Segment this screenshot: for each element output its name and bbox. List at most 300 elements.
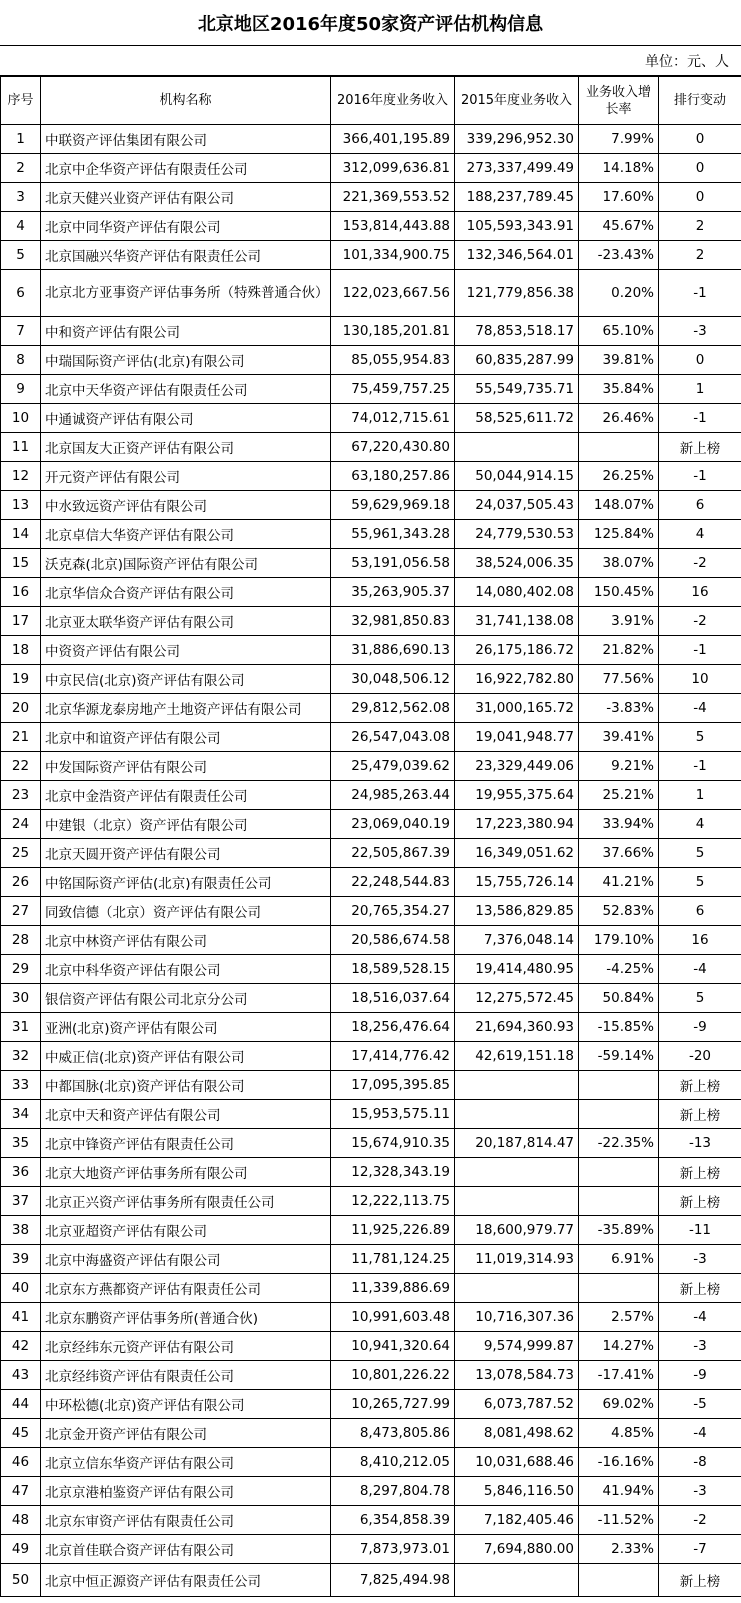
header-revenue-2015: 2015年度业务收入 [455, 77, 579, 125]
cell-revenue-2016: 35,263,905.37 [331, 578, 455, 607]
cell-name: 北京华源龙泰房地产土地资产评估有限公司 [41, 694, 331, 723]
cell-growth: -17.41% [579, 1361, 659, 1390]
cell-revenue-2015: 121,779,856.38 [455, 270, 579, 317]
cell-name: 中铭国际资产评估(北京)有限责任公司 [41, 868, 331, 897]
cell-name: 沃克森(北京)国际资产评估有限公司 [41, 549, 331, 578]
cell-revenue-2016: 18,516,037.64 [331, 984, 455, 1013]
cell-name: 中环松德(北京)资产评估有限公司 [41, 1390, 331, 1419]
cell-name: 中发国际资产评估有限公司 [41, 752, 331, 781]
cell-index: 2 [1, 154, 41, 183]
cell-revenue-2016: 18,589,528.15 [331, 955, 455, 984]
cell-name: 同致信德（北京）资产评估有限公司 [41, 897, 331, 926]
table-row [1, 1071, 741, 1100]
cell-revenue-2016: 24,985,263.44 [331, 781, 455, 810]
table-row [1, 154, 741, 183]
cell-growth: 39.81% [579, 346, 659, 375]
table-row [1, 183, 741, 212]
cell-rank-change: 新上榜 [659, 1071, 741, 1100]
cell-growth: 26.25% [579, 462, 659, 491]
cell-rank-change: -9 [659, 1361, 741, 1390]
cell-revenue-2015: 20,187,814.47 [455, 1129, 579, 1158]
cell-rank-change: 4 [659, 810, 741, 839]
cell-revenue-2016: 31,886,690.13 [331, 636, 455, 665]
cell-revenue-2016: 130,185,201.81 [331, 317, 455, 346]
cell-rank-change: -4 [659, 1303, 741, 1332]
cell-name: 北京东鹏资产评估事务所(普通合伙) [41, 1303, 331, 1332]
cell-rank-change: -9 [659, 1013, 741, 1042]
cell-index: 35 [1, 1129, 41, 1158]
cell-name: 北京经纬东元资产评估有限公司 [41, 1332, 331, 1361]
cell-name: 北京东审资产评估有限责任公司 [41, 1506, 331, 1535]
table-row [1, 578, 741, 607]
cell-name: 北京中金浩资产评估有限责任公司 [41, 781, 331, 810]
cell-revenue-2016: 122,023,667.56 [331, 270, 455, 317]
cell-name: 北京中林资产评估有限公司 [41, 926, 331, 955]
cell-revenue-2016: 11,925,226.89 [331, 1216, 455, 1245]
cell-index: 36 [1, 1158, 41, 1187]
cell-revenue-2015: 16,349,051.62 [455, 839, 579, 868]
cell-revenue-2016: 10,941,320.64 [331, 1332, 455, 1361]
cell-rank-change: -2 [659, 607, 741, 636]
cell-revenue-2016: 153,814,443.88 [331, 212, 455, 241]
table-row [1, 1361, 741, 1390]
cell-revenue-2016: 30,048,506.12 [331, 665, 455, 694]
cell-name: 北京正兴资产评估事务所有限责任公司 [41, 1187, 331, 1216]
table-row [1, 1506, 741, 1535]
cell-revenue-2016: 7,825,494.98 [331, 1564, 455, 1597]
cell-growth: 52.83% [579, 897, 659, 926]
cell-growth: 26.46% [579, 404, 659, 433]
cell-growth: 77.56% [579, 665, 659, 694]
cell-index: 9 [1, 375, 41, 404]
cell-rank-change: -3 [659, 1477, 741, 1506]
table-row [1, 723, 741, 752]
cell-revenue-2016: 74,012,715.61 [331, 404, 455, 433]
cell-growth: 35.84% [579, 375, 659, 404]
cell-rank-change: 2 [659, 212, 741, 241]
cell-revenue-2015 [455, 1274, 579, 1303]
cell-revenue-2016: 11,781,124.25 [331, 1245, 455, 1274]
cell-rank-change: 5 [659, 868, 741, 897]
table-row [1, 1042, 741, 1071]
cell-rank-change: 1 [659, 375, 741, 404]
cell-name: 北京中天和资产评估有限公司 [41, 1100, 331, 1129]
cell-rank-change: 5 [659, 723, 741, 752]
cell-rank-change: 新上榜 [659, 1564, 741, 1597]
cell-revenue-2016: 12,222,113.75 [331, 1187, 455, 1216]
cell-growth: -22.35% [579, 1129, 659, 1158]
cell-growth [579, 1274, 659, 1303]
cell-rank-change: 2 [659, 241, 741, 270]
cell-index: 4 [1, 212, 41, 241]
table-row [1, 375, 741, 404]
table-row [1, 1187, 741, 1216]
cell-revenue-2016: 59,629,969.18 [331, 491, 455, 520]
cell-revenue-2015: 5,846,116.50 [455, 1477, 579, 1506]
cell-revenue-2015: 188,237,789.45 [455, 183, 579, 212]
cell-revenue-2015: 7,694,880.00 [455, 1535, 579, 1564]
cell-index: 33 [1, 1071, 41, 1100]
table-row [1, 270, 741, 317]
cell-growth [579, 1071, 659, 1100]
table-row [1, 752, 741, 781]
cell-revenue-2015 [455, 1564, 579, 1597]
cell-name: 北京中和谊资产评估有限公司 [41, 723, 331, 752]
table-row [1, 462, 741, 491]
cell-revenue-2015: 24,037,505.43 [455, 491, 579, 520]
cell-revenue-2016: 101,334,900.75 [331, 241, 455, 270]
cell-revenue-2016: 10,991,603.48 [331, 1303, 455, 1332]
cell-growth [579, 433, 659, 462]
cell-index: 38 [1, 1216, 41, 1245]
cell-revenue-2015: 105,593,343.91 [455, 212, 579, 241]
cell-revenue-2016: 22,505,867.39 [331, 839, 455, 868]
header-row [1, 77, 741, 125]
cell-growth: -59.14% [579, 1042, 659, 1071]
cell-revenue-2015: 58,525,611.72 [455, 404, 579, 433]
cell-revenue-2015: 26,175,186.72 [455, 636, 579, 665]
cell-name: 北京卓信大华资产评估有限公司 [41, 520, 331, 549]
cell-name: 银信资产评估有限公司北京分公司 [41, 984, 331, 1013]
cell-index: 16 [1, 578, 41, 607]
cell-growth: 41.94% [579, 1477, 659, 1506]
cell-revenue-2016: 20,586,674.58 [331, 926, 455, 955]
cell-name: 北京天健兴业资产评估有限公司 [41, 183, 331, 212]
cell-index: 44 [1, 1390, 41, 1419]
table-row [1, 1013, 741, 1042]
cell-revenue-2015: 7,376,048.14 [455, 926, 579, 955]
table-row [1, 1390, 741, 1419]
cell-rank-change: 5 [659, 839, 741, 868]
header-index: 序号 [1, 77, 41, 125]
cell-growth: -35.89% [579, 1216, 659, 1245]
table-row [1, 926, 741, 955]
cell-index: 27 [1, 897, 41, 926]
cell-rank-change: 6 [659, 897, 741, 926]
cell-index: 42 [1, 1332, 41, 1361]
table-row [1, 1100, 741, 1129]
cell-revenue-2016: 18,256,476.64 [331, 1013, 455, 1042]
cell-rank-change: 新上榜 [659, 1158, 741, 1187]
cell-name: 北京华信众合资产评估有限公司 [41, 578, 331, 607]
cell-name: 北京亚太联华资产评估有限公司 [41, 607, 331, 636]
cell-revenue-2015: 16,922,782.80 [455, 665, 579, 694]
cell-rank-change: -3 [659, 1245, 741, 1274]
cell-growth: 9.21% [579, 752, 659, 781]
cell-revenue-2015: 23,329,449.06 [455, 752, 579, 781]
cell-revenue-2016: 8,473,805.86 [331, 1419, 455, 1448]
cell-name: 中建银（北京）资产评估有限公司 [41, 810, 331, 839]
cell-rank-change: -1 [659, 270, 741, 317]
cell-growth: 39.41% [579, 723, 659, 752]
header-growth: 业务收入增长率 [579, 77, 659, 125]
table-row [1, 955, 741, 984]
table-row [1, 549, 741, 578]
cell-name: 北京天圆开资产评估有限公司 [41, 839, 331, 868]
cell-growth [579, 1158, 659, 1187]
cell-growth: 14.18% [579, 154, 659, 183]
cell-name: 亚洲(北京)资产评估有限公司 [41, 1013, 331, 1042]
table-row [1, 984, 741, 1013]
cell-revenue-2016: 221,369,553.52 [331, 183, 455, 212]
cell-index: 5 [1, 241, 41, 270]
table-row [1, 839, 741, 868]
cell-growth [579, 1187, 659, 1216]
cell-growth: -15.85% [579, 1013, 659, 1042]
cell-name: 北京经纬资产评估有限责任公司 [41, 1361, 331, 1390]
cell-name: 北京中锋资产评估有限责任公司 [41, 1129, 331, 1158]
cell-growth: 150.45% [579, 578, 659, 607]
table-row [1, 346, 741, 375]
cell-name: 北京首佳联合资产评估有限公司 [41, 1535, 331, 1564]
cell-rank-change: -2 [659, 549, 741, 578]
cell-revenue-2016: 22,248,544.83 [331, 868, 455, 897]
cell-index: 39 [1, 1245, 41, 1274]
cell-rank-change: 5 [659, 984, 741, 1013]
cell-index: 40 [1, 1274, 41, 1303]
cell-name: 北京东方燕都资产评估有限责任公司 [41, 1274, 331, 1303]
cell-revenue-2016: 8,410,212.05 [331, 1448, 455, 1477]
table-title: 北京地区2016年度50家资产评估机构信息 [0, 0, 741, 46]
cell-index: 19 [1, 665, 41, 694]
cell-revenue-2016: 23,069,040.19 [331, 810, 455, 839]
header-rank-change: 排行变动 [659, 77, 741, 125]
cell-index: 32 [1, 1042, 41, 1071]
cell-name: 北京京港柏鉴资产评估有限公司 [41, 1477, 331, 1506]
cell-growth: 179.10% [579, 926, 659, 955]
cell-revenue-2015: 24,779,530.53 [455, 520, 579, 549]
cell-revenue-2015: 55,549,735.71 [455, 375, 579, 404]
cell-rank-change: -2 [659, 1506, 741, 1535]
cell-revenue-2015: 9,574,999.87 [455, 1332, 579, 1361]
cell-name: 中联资产评估集团有限公司 [41, 125, 331, 154]
cell-index: 6 [1, 270, 41, 317]
cell-index: 37 [1, 1187, 41, 1216]
cell-revenue-2015: 339,296,952.30 [455, 125, 579, 154]
cell-revenue-2016: 32,981,850.83 [331, 607, 455, 636]
cell-index: 50 [1, 1564, 41, 1597]
table-row [1, 1129, 741, 1158]
cell-rank-change: 16 [659, 578, 741, 607]
cell-index: 13 [1, 491, 41, 520]
cell-revenue-2016: 75,459,757.25 [331, 375, 455, 404]
cell-name: 中威正信(北京)资产评估有限公司 [41, 1042, 331, 1071]
cell-index: 41 [1, 1303, 41, 1332]
cell-revenue-2015: 21,694,360.93 [455, 1013, 579, 1042]
cell-revenue-2016: 17,095,395.85 [331, 1071, 455, 1100]
cell-index: 17 [1, 607, 41, 636]
cell-rank-change: -11 [659, 1216, 741, 1245]
cell-index: 49 [1, 1535, 41, 1564]
cell-name: 中都国脉(北京)资产评估有限公司 [41, 1071, 331, 1100]
cell-growth: 125.84% [579, 520, 659, 549]
cell-rank-change: -7 [659, 1535, 741, 1564]
cell-index: 3 [1, 183, 41, 212]
cell-revenue-2015: 13,586,829.85 [455, 897, 579, 926]
cell-growth: 6.91% [579, 1245, 659, 1274]
table-row [1, 491, 741, 520]
table-row [1, 212, 741, 241]
cell-index: 28 [1, 926, 41, 955]
cell-name: 开元资产评估有限公司 [41, 462, 331, 491]
cell-revenue-2015: 19,955,375.64 [455, 781, 579, 810]
cell-rank-change: -1 [659, 462, 741, 491]
cell-revenue-2015: 19,041,948.77 [455, 723, 579, 752]
cell-name: 北京中恒正源资产评估有限责任公司 [41, 1564, 331, 1597]
cell-revenue-2016: 10,801,226.22 [331, 1361, 455, 1390]
cell-revenue-2015 [455, 433, 579, 462]
cell-revenue-2016: 85,055,954.83 [331, 346, 455, 375]
cell-growth: 2.33% [579, 1535, 659, 1564]
cell-growth: 65.10% [579, 317, 659, 346]
cell-revenue-2015: 7,182,405.46 [455, 1506, 579, 1535]
cell-growth: 3.91% [579, 607, 659, 636]
cell-index: 8 [1, 346, 41, 375]
cell-growth: 69.02% [579, 1390, 659, 1419]
table-row [1, 1274, 741, 1303]
cell-revenue-2016: 26,547,043.08 [331, 723, 455, 752]
table-row [1, 897, 741, 926]
table-row [1, 433, 741, 462]
cell-name: 北京大地资产评估事务所有限公司 [41, 1158, 331, 1187]
cell-name: 中通诚资产评估有限公司 [41, 404, 331, 433]
cell-index: 20 [1, 694, 41, 723]
cell-rank-change: 0 [659, 125, 741, 154]
unit-label: 单位：元、人 [0, 46, 741, 76]
cell-revenue-2016: 55,961,343.28 [331, 520, 455, 549]
cell-growth: 41.21% [579, 868, 659, 897]
table-row [1, 317, 741, 346]
cell-revenue-2015: 19,414,480.95 [455, 955, 579, 984]
cell-rank-change: 0 [659, 183, 741, 212]
cell-growth: 0.20% [579, 270, 659, 317]
cell-name: 北京中科华资产评估有限公司 [41, 955, 331, 984]
cell-revenue-2016: 63,180,257.86 [331, 462, 455, 491]
table-row [1, 1303, 741, 1332]
cell-revenue-2015: 10,031,688.46 [455, 1448, 579, 1477]
cell-growth: 17.60% [579, 183, 659, 212]
cell-rank-change: 新上榜 [659, 433, 741, 462]
cell-revenue-2016: 10,265,727.99 [331, 1390, 455, 1419]
cell-name: 中资资产评估有限公司 [41, 636, 331, 665]
cell-index: 23 [1, 781, 41, 810]
cell-revenue-2015 [455, 1100, 579, 1129]
cell-rank-change: -20 [659, 1042, 741, 1071]
cell-revenue-2015: 6,073,787.52 [455, 1390, 579, 1419]
cell-rank-change: -4 [659, 955, 741, 984]
table-row [1, 781, 741, 810]
table-row [1, 694, 741, 723]
cell-rank-change: 16 [659, 926, 741, 955]
cell-revenue-2016: 20,765,354.27 [331, 897, 455, 926]
cell-name: 中水致远资产评估有限公司 [41, 491, 331, 520]
cell-revenue-2016: 8,297,804.78 [331, 1477, 455, 1506]
cell-revenue-2016: 67,220,430.80 [331, 433, 455, 462]
cell-index: 22 [1, 752, 41, 781]
cell-revenue-2015: 8,081,498.62 [455, 1419, 579, 1448]
cell-name: 北京北方亚事资产评估事务所（特殊普通合伙） [41, 270, 331, 317]
cell-growth: 4.85% [579, 1419, 659, 1448]
cell-revenue-2016: 15,953,575.11 [331, 1100, 455, 1129]
cell-revenue-2015: 31,000,165.72 [455, 694, 579, 723]
cell-revenue-2016: 12,328,343.19 [331, 1158, 455, 1187]
cell-revenue-2016: 6,354,858.39 [331, 1506, 455, 1535]
cell-growth: 2.57% [579, 1303, 659, 1332]
cell-index: 14 [1, 520, 41, 549]
cell-growth: 33.94% [579, 810, 659, 839]
cell-growth: 148.07% [579, 491, 659, 520]
cell-growth: -23.43% [579, 241, 659, 270]
cell-rank-change: -1 [659, 752, 741, 781]
cell-name: 北京中同华资产评估有限公司 [41, 212, 331, 241]
cell-name: 北京国融兴华资产评估有限责任公司 [41, 241, 331, 270]
table-row [1, 1216, 741, 1245]
table-row [1, 520, 741, 549]
table-row [1, 1448, 741, 1477]
table-row [1, 810, 741, 839]
cell-revenue-2016: 7,873,973.01 [331, 1535, 455, 1564]
cell-rank-change: 4 [659, 520, 741, 549]
cell-index: 46 [1, 1448, 41, 1477]
cell-revenue-2015 [455, 1158, 579, 1187]
cell-growth: -11.52% [579, 1506, 659, 1535]
institution-table [0, 76, 741, 1597]
table-row [1, 241, 741, 270]
cell-index: 21 [1, 723, 41, 752]
cell-growth: 50.84% [579, 984, 659, 1013]
cell-rank-change: -4 [659, 694, 741, 723]
cell-rank-change: 新上榜 [659, 1100, 741, 1129]
table-row [1, 607, 741, 636]
cell-index: 47 [1, 1477, 41, 1506]
cell-growth [579, 1564, 659, 1597]
cell-rank-change: 0 [659, 154, 741, 183]
cell-revenue-2015: 18,600,979.77 [455, 1216, 579, 1245]
table-row [1, 868, 741, 897]
cell-index: 7 [1, 317, 41, 346]
cell-name: 北京中海盛资产评估有限公司 [41, 1245, 331, 1274]
cell-revenue-2016: 312,099,636.81 [331, 154, 455, 183]
table-row [1, 1477, 741, 1506]
cell-rank-change: 新上榜 [659, 1187, 741, 1216]
cell-name: 中瑞国际资产评估(北京)有限公司 [41, 346, 331, 375]
cell-rank-change: 0 [659, 346, 741, 375]
cell-revenue-2015: 17,223,380.94 [455, 810, 579, 839]
cell-revenue-2016: 11,339,886.69 [331, 1274, 455, 1303]
table-row [1, 1419, 741, 1448]
cell-index: 24 [1, 810, 41, 839]
table-row [1, 1158, 741, 1187]
cell-growth: -3.83% [579, 694, 659, 723]
cell-revenue-2016: 15,674,910.35 [331, 1129, 455, 1158]
cell-name: 北京立信东华资产评估有限公司 [41, 1448, 331, 1477]
cell-revenue-2015 [455, 1071, 579, 1100]
cell-name: 北京中企华资产评估有限责任公司 [41, 154, 331, 183]
cell-rank-change: -3 [659, 317, 741, 346]
cell-growth: 25.21% [579, 781, 659, 810]
cell-index: 18 [1, 636, 41, 665]
cell-growth: 14.27% [579, 1332, 659, 1361]
cell-index: 43 [1, 1361, 41, 1390]
cell-growth: -16.16% [579, 1448, 659, 1477]
cell-rank-change: 1 [659, 781, 741, 810]
table-row [1, 636, 741, 665]
cell-index: 25 [1, 839, 41, 868]
table-row [1, 1245, 741, 1274]
cell-revenue-2015: 12,275,572.45 [455, 984, 579, 1013]
cell-rank-change: -1 [659, 636, 741, 665]
cell-name: 北京亚超资产评估有限公司 [41, 1216, 331, 1245]
